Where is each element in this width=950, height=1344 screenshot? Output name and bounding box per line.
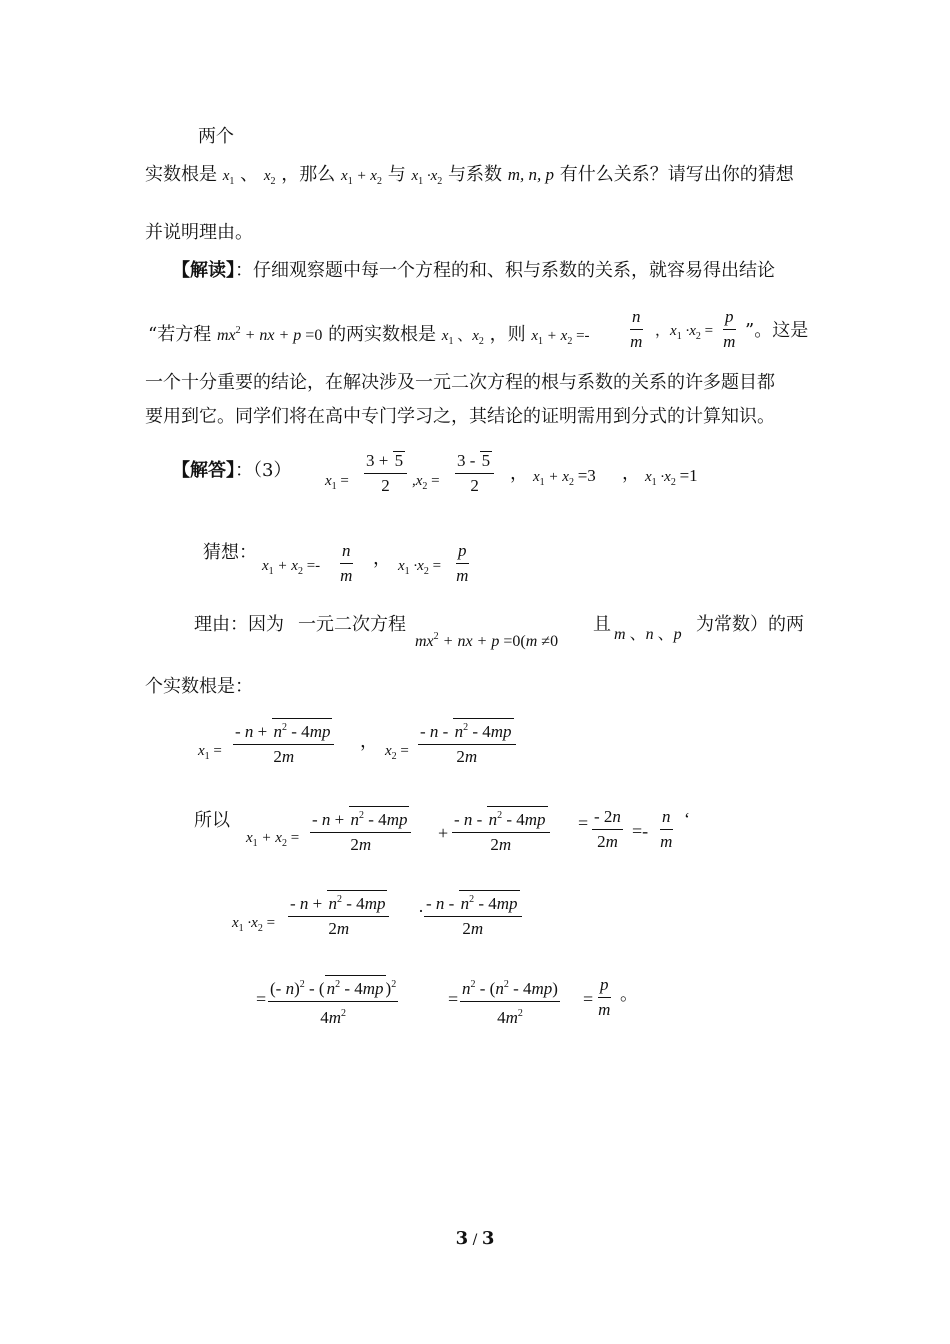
fraction-n-over-m: $\frac{n}{m}$ [630,307,643,351]
math-equation-condition: $mx^2$ + nx + p =0(m ≠0 [415,631,559,650]
proof-so: 所以 [194,810,230,831]
fraction-root-formula-1: $\frac{- n + n^2 - 4mp}{2m}$ [310,806,411,857]
analysis-text: ：仔细观察题中每一个方程的和、积与系数的关系，就容易得出结论 [235,260,775,281]
comma: ， [373,548,391,568]
intro-text: 实数根是 [145,164,217,185]
math-x2: $x_2$ = [385,743,409,762]
math-x2: $x_2$ [263,168,276,187]
math-product: ，$x_1 \cdot x_2$ = [655,323,714,342]
quote-text: 的两实数根是 [328,324,437,345]
fraction-p-over-m: $\frac{p}{m}$ [598,975,611,1019]
answer-part: ：（3） [235,460,292,481]
math-roots: $x_1$ 、$x_2$ [441,328,484,347]
plus-sign: + [438,823,449,843]
fraction-root-1: $\frac{3 + 5}{2}$ [364,450,407,498]
fraction-p-over-m: $\frac{p}{m}$ [456,541,469,585]
proof-end: 。 [620,984,638,1005]
answer-line [172,458,291,484]
page-current: 3 [455,1228,469,1249]
quote-text: ，则 [489,324,526,345]
math-coeffs: m, n, p [507,165,555,184]
math-x1: $x_1$ = [198,743,222,762]
answer-label: 【解答】 [172,460,235,481]
analysis-label: 【解读】 [172,260,235,281]
math-equation: $mx^2$ + nx + p =0 [216,325,323,344]
fraction-root-formula-2: $\frac{- n - n^2 - 4mp}{2m}$ [418,718,516,769]
math-x1: $x_1$ = [325,473,349,492]
equals-sign: = [578,813,589,833]
comma: ， [622,463,640,483]
math-mnp: m 、n 、p [614,626,682,643]
intro-line-0: 两个 [198,126,234,147]
comma: ‘ [684,809,690,829]
reason-label: 理由：因为 [194,614,284,635]
quote-end: ”。这是 [745,320,809,341]
math-x1: $x_1$ [222,168,235,187]
math-product: $x_1 \cdot x_2$ [411,168,443,187]
fraction-n-over-m: $\frac{n}{m}$ [660,807,673,851]
analysis-line-1 [172,258,775,284]
fraction-n-over-m: $\frac{n}{m}$ [340,541,353,585]
fraction-p-over-m: $\frac{p}{m}$ [723,307,736,351]
fraction-neg2n-over-2m: $\frac{- 2n}{2m}$ [594,807,621,851]
page-total: 3 [481,1228,495,1249]
reason-cond-a: 且 [593,614,611,635]
reason-text: 一元二次方程 [298,614,406,635]
math-x2: $,x_2$ = [412,473,440,492]
analysis-line-4: 要用到它。同学们将在高中专门学习之，其结论的证明需用到分式的计算知识。 [145,406,775,427]
page-number: 3 / 3 [455,1228,495,1249]
guess-label: 猜想： [203,542,257,563]
comma: ， [360,731,378,751]
intro-text: ，那么 [281,164,336,185]
fraction-expand: $\frac{(- n)^2 - ( n^2 - 4mp )^2}{4m^2}$ [268,974,398,1030]
reason-cond-b: 为常数）的两 [696,614,804,635]
fraction-root-formula-2: $\frac{- n - n^2 - 4mp}{2m}$ [424,890,522,941]
math-sum: $x_1 + x_2$ [341,168,382,187]
math-sum-value: $x_1 + x_2 =3$ [533,466,596,488]
intro-text: 有什么关系？请写出你的猜想 [559,164,794,185]
math-product: $x_1 \cdot x_2$ = [232,915,276,934]
intro-text: 与系数 [448,164,503,185]
intro-line-2: 并说明理由。 [145,222,253,243]
fraction-simplify: $\frac{n^2 - (n^2 - 4mp)}{4m^2}$ [460,974,560,1030]
equals-sign: = [583,989,594,1009]
intro-text: 、 [240,164,259,185]
dot-sign: · [418,901,424,921]
math-sum: $x_1 + x_2$ =- [262,558,321,577]
math-sum: $x_1 + x_2$ = [246,830,300,849]
fraction-root-2: $\frac{3 - 5}{2}$ [455,450,494,498]
intro-line-1 [145,162,794,195]
reason-line-2: 个实数根是： [145,676,253,697]
math-sum: $x_1 + x_2$ =- [531,328,590,347]
equals-sign: = [256,989,267,1009]
intro-text: 与 [387,164,406,185]
analysis-line-3: 一个十分重要的结论，在解决涉及一元二次方程的根与系数的关系的许多题目都 [145,372,775,393]
math-product-value: $x_1 \cdot x_2 =1$ [645,466,698,488]
comma: ， [510,463,528,483]
math-product: $x_1 \cdot x_2$ = [398,558,442,577]
fraction-root-formula-1: $\frac{- n + n^2 - 4mp}{2m}$ [233,718,334,769]
fraction-root-formula-2: $\frac{- n - n^2 - 4mp}{2m}$ [452,806,550,857]
equals-neg: =- [632,821,649,841]
fraction-root-formula-1: $\frac{- n + n^2 - 4mp}{2m}$ [288,890,389,941]
analysis-quote-line [148,318,590,355]
equals-sign: = [448,989,459,1009]
quote-text: “若方程 [148,324,212,345]
